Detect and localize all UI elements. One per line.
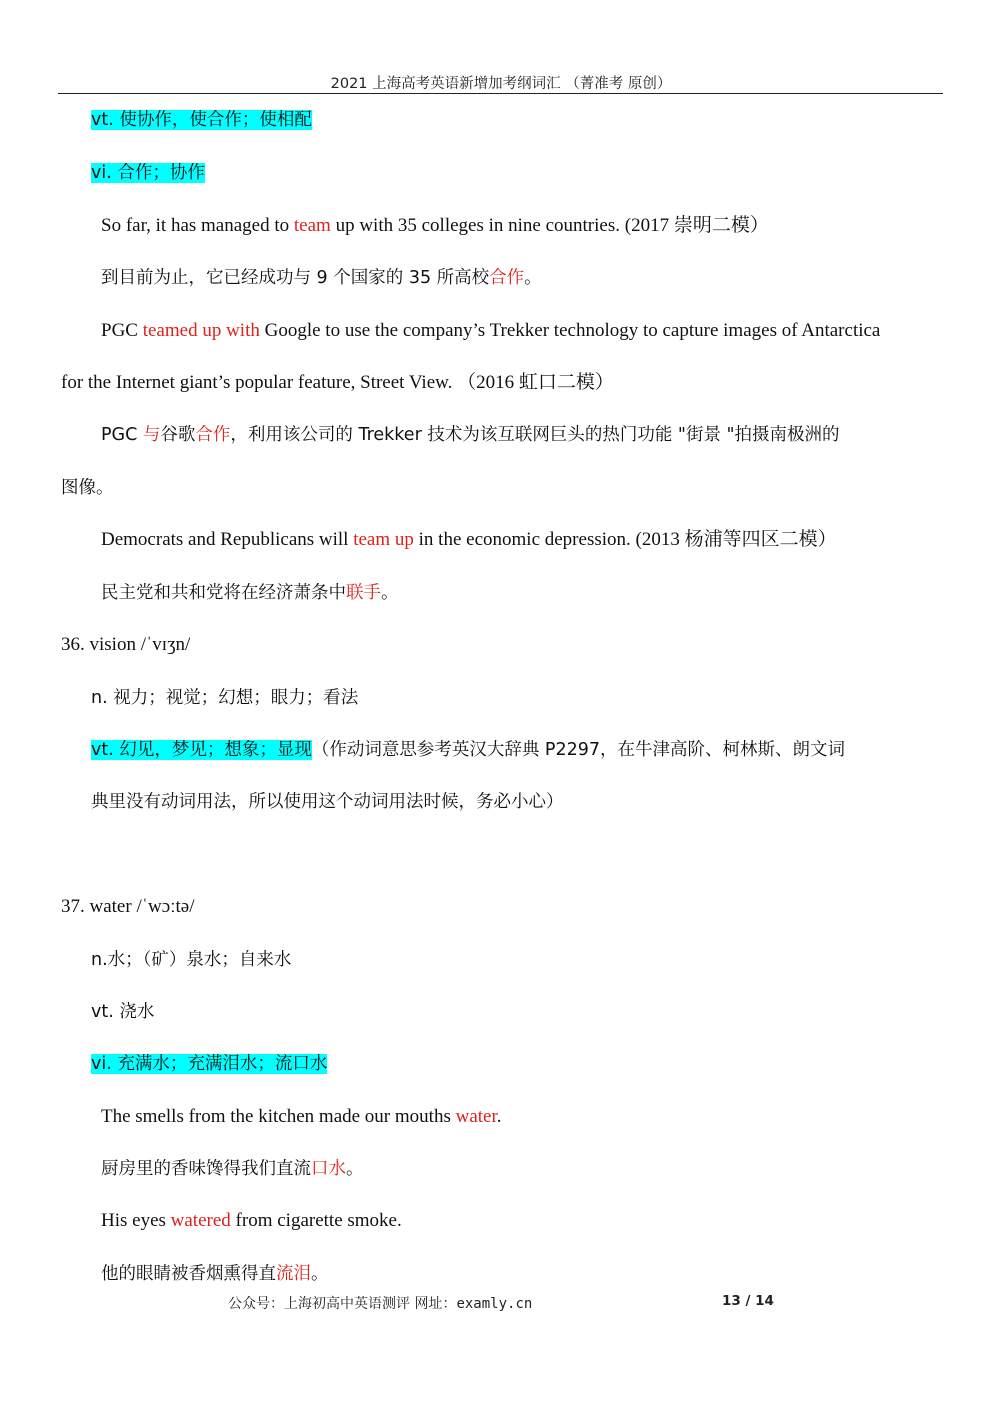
team-example-3: Democrats and Republicans will team up in the economic depression. (2013 杨浦等四区二模）: [101, 529, 837, 550]
keyword: 口水: [311, 1159, 346, 1179]
keyword: 与: [142, 425, 161, 445]
water-headword: 37. water /ˈwɔːtə/: [61, 896, 195, 917]
keyword: watered: [170, 1210, 231, 1231]
team-example-2-line-1: PGC teamed up with Google to use the company’s Trekker technology to capture images of Antarctica: [101, 320, 881, 341]
highlight: vi. 合作；协作: [91, 163, 205, 183]
footer-source: 公众号：上海初高中英语测评 网址：examly.cn: [228, 1296, 533, 1312]
team-example-3-translation: 民主党和共和党将在经济萧条中联手。: [101, 583, 399, 603]
team-vi-definition: [91, 160, 205, 186]
vision-headword: 36. vision /ˈvɪʒn/: [61, 634, 191, 655]
keyword: team: [293, 215, 331, 236]
water-vt-definition: vt. 浇水: [91, 1002, 155, 1022]
keyword: 联手: [346, 583, 381, 603]
water-example-2: His eyes watered from cigarette smoke.: [101, 1210, 402, 1231]
keyword: 合作: [489, 268, 525, 288]
vision-note: 典里没有动词用法，所以使用这个动词用法时候，务必小心）: [91, 792, 564, 812]
keyword: team up: [353, 529, 414, 550]
page-number: 13 / 14: [722, 1293, 774, 1309]
team-example-1: So far, it has managed to team up with 35 colleges in nine countries. (2017 崇明二模）: [101, 215, 769, 236]
water-example-1: The smells from the kitchen made our mouths water.: [101, 1106, 502, 1127]
team-example-2-translation-line-1: PGC 与谷歌合作，利用该公司的 Trekker 技术为该互联网巨头的热门功能 "街景 "拍摄南极洲的: [101, 425, 840, 445]
highlight: vt. 幻见，梦见；想象；显现: [91, 740, 312, 760]
highlight: vt. 使协作，使合作；使相配: [91, 110, 312, 130]
vision-noun-definition: n. 视力；视觉；幻想；眼力；看法: [91, 688, 359, 708]
vision-verb-definition: vt. 幻见，梦见；想象；显现（作动词意思参考英汉大辞典 P2297，在牛津高阶、柯林斯、朗文词: [91, 740, 845, 760]
team-example-2-translation-line-2: 图像。: [61, 478, 114, 498]
page-header: 2021 上海高考英语新增加考纲词汇 （菁准考 原创）: [330, 76, 672, 92]
footer-url[interactable]: examly.cn: [456, 1296, 533, 1312]
team-example-1-translation: 到目前为止，它已经成功与 9 个国家的 35 所高校合作。: [101, 268, 542, 288]
water-noun-definition: n.水；（矿）泉水；自来水: [91, 950, 292, 970]
keyword: 流泪: [276, 1264, 311, 1284]
water-vi-definition: [91, 1051, 327, 1077]
team-vt-definition: [91, 107, 312, 133]
keyword: teamed up with: [142, 320, 260, 341]
water-example-2-translation: 他的眼睛被香烟熏得直流泪。: [101, 1264, 329, 1284]
keyword: water: [455, 1106, 497, 1127]
team-example-2-line-2: for the Internet giant’s popular feature, Street View. （2016 虹口二模）: [61, 372, 614, 393]
keyword: 合作: [195, 425, 231, 445]
header-rule: [58, 93, 943, 94]
highlight: vi. 充满水；充满泪水；流口水: [91, 1054, 328, 1074]
water-example-1-translation: 厨房里的香味馋得我们直流口水。: [101, 1159, 364, 1179]
